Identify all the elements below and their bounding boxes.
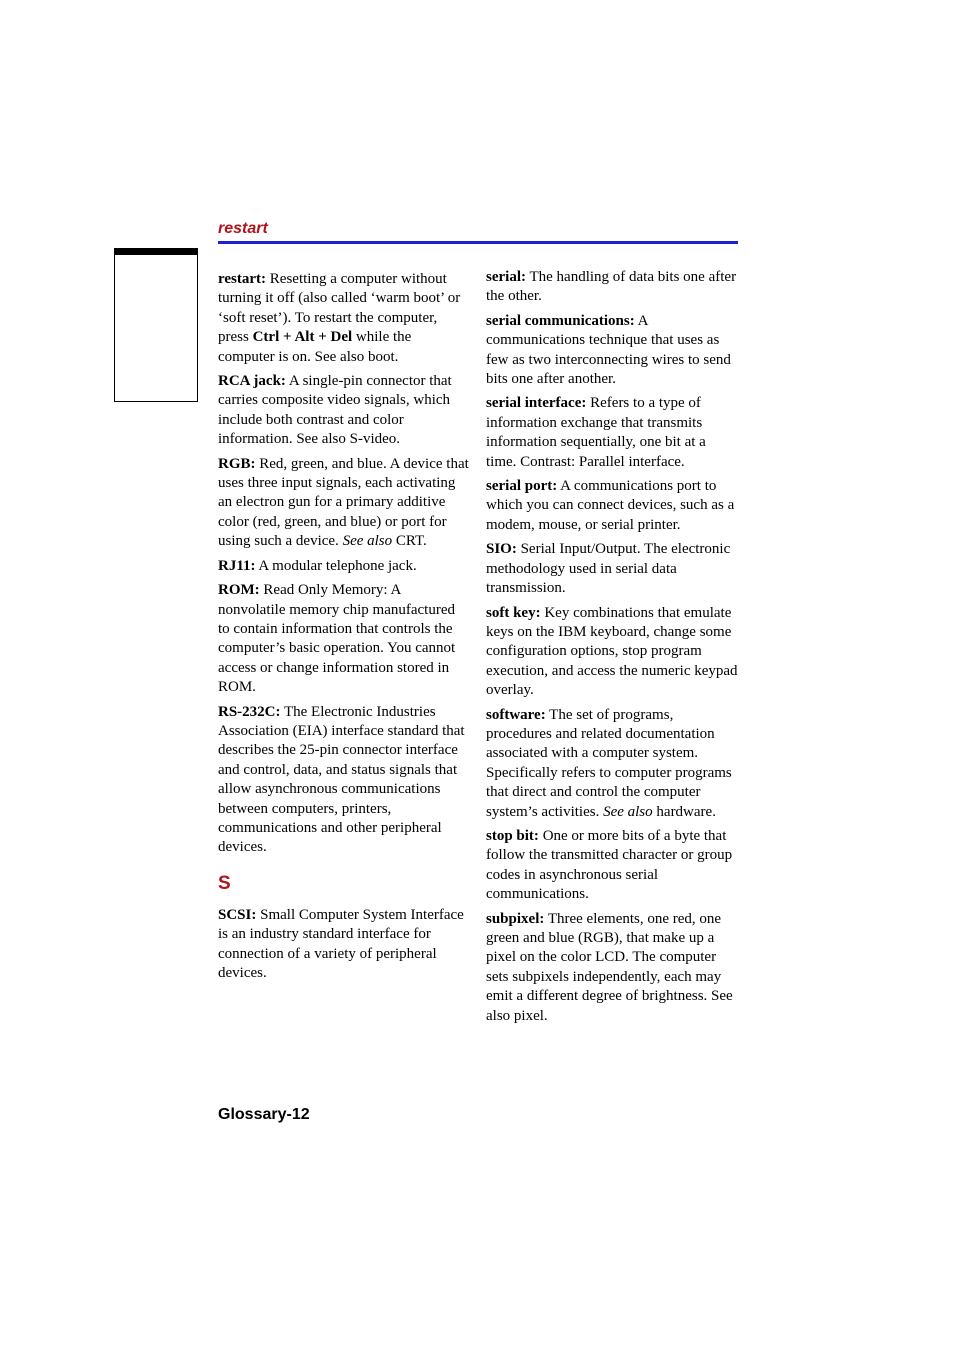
glossary-entry xyxy=(486,312,738,390)
glossary-term: serial interface: xyxy=(486,395,587,412)
glossary-term: serial communications: xyxy=(486,312,635,329)
right-entry-list xyxy=(486,268,738,1026)
glossary-term: RS-232C: xyxy=(218,703,281,720)
page-footer: Glossary-12 xyxy=(218,1106,310,1123)
definition-text: Read Only Memory: A nonvolatile memory chip manufactured to contain information that controls the computer’s basic operation. You cannot access or change information stored in ROM. xyxy=(218,582,456,696)
definition-text: A communications technique that uses as few as two interconnecting wires to send bits one after another. xyxy=(486,312,731,388)
definition-text: The Electronic Industries Association (EIA) interface standard that describes the 25-pin connector interface and control, data, and status signals that allow asynchronous communications between computers, printers, communications and other peripheral devices. xyxy=(218,703,465,856)
glossary-entry xyxy=(486,394,738,472)
section-letter: S xyxy=(218,872,231,894)
glossary-entry xyxy=(218,703,470,858)
right-column xyxy=(486,268,738,1031)
glossary-entry xyxy=(218,372,470,450)
glossary-entry xyxy=(486,477,738,535)
glossary-entry xyxy=(486,910,738,1026)
definition-text: One or more bits of a byte that follow the transmitted character or group codes in asynchronous serial communications. xyxy=(486,827,733,903)
glossary-term: SIO: xyxy=(486,541,517,558)
glossary-entry xyxy=(486,827,738,905)
glossary-entry xyxy=(218,270,470,367)
thumb-tab-box xyxy=(114,248,198,402)
glossary-term: RGB: xyxy=(218,455,256,472)
definition-text: Serial Input/Output. The electronic methodology used in serial data transmission. xyxy=(486,541,731,597)
glossary-term: serial port: xyxy=(486,478,558,495)
glossary-term: ROM: xyxy=(218,582,260,599)
glossary-term: subpixel: xyxy=(486,910,545,927)
running-head: restart xyxy=(218,220,268,237)
left-entry-list xyxy=(218,270,470,858)
key-combination: Ctrl + Alt + Del xyxy=(252,329,353,346)
glossary-entry xyxy=(218,906,470,984)
glossary-term: stop bit: xyxy=(486,827,539,844)
definition-text: A single-pin connector that carries composite video signals, which include both contrast and color information. See also S-video. xyxy=(218,373,452,448)
definition-text: Three elements, one red, one green and blue (RGB), that make up a pixel on the color LCD. The computer sets subpixels independently, each may emit a different degree of brightness. See also pixel. xyxy=(486,910,733,1024)
cross-reference: See also xyxy=(603,803,653,820)
definition-text: A modular telephone jack. xyxy=(255,557,417,574)
glossary-term: serial: xyxy=(486,269,526,285)
definition-text: Red, green, and blue. A device that uses three input signals, each activating an electron gun for a primary additive color (red, green, and blue) or port for using such a device. xyxy=(218,455,469,550)
glossary-term: RCA jack: xyxy=(218,373,286,390)
definition-text: The set of programs, procedures and related documentation associated with a computer system. Specifically refers to computer programs that direct and control the computer system’s activities. xyxy=(486,706,732,820)
definition-text: Key combinations that emulate keys on the IBM keyboard, change some configuration options, stop program execution, and access the numeric keypad overlay. xyxy=(486,604,738,699)
header-rule xyxy=(218,241,738,244)
definition-text: The handling of data bits one after the other. xyxy=(486,269,737,305)
cross-reference: See also xyxy=(342,533,393,550)
glossary-term: soft key: xyxy=(486,604,541,621)
definition-text: Small Computer System Interface is an industry standard interface for connection of a variety of peripheral devices. xyxy=(218,906,464,981)
left-column xyxy=(218,270,470,988)
definition-text: while the computer is on. See also boot. xyxy=(218,329,412,365)
section-entry-list xyxy=(218,906,470,984)
definition-text: Resetting a computer without turning it off (also called ‘warm boot’ or ‘soft reset’). To restart the computer, press xyxy=(218,271,461,346)
glossary-entry xyxy=(486,268,738,307)
glossary-entry xyxy=(486,706,738,822)
glossary-term: RJ11: xyxy=(218,557,256,574)
glossary-term: SCSI: xyxy=(218,906,257,923)
glossary-term: restart: xyxy=(218,271,267,287)
definition-text: hardware. xyxy=(652,803,716,820)
glossary-term: software: xyxy=(486,706,546,723)
definition-text: Refers to a type of information exchange that transmits information sequentially, one bit at a time. Contrast: Parallel interface. xyxy=(486,395,706,470)
glossary-entry xyxy=(486,540,738,598)
definition-text: A communications port to which you can connect devices, such as a modem, mouse, or serial printer. xyxy=(486,478,735,533)
glossary-entry xyxy=(218,581,470,697)
definition-text: CRT. xyxy=(392,533,427,550)
glossary-entry xyxy=(486,604,738,701)
glossary-entry xyxy=(218,557,470,576)
glossary-entry xyxy=(218,455,470,552)
